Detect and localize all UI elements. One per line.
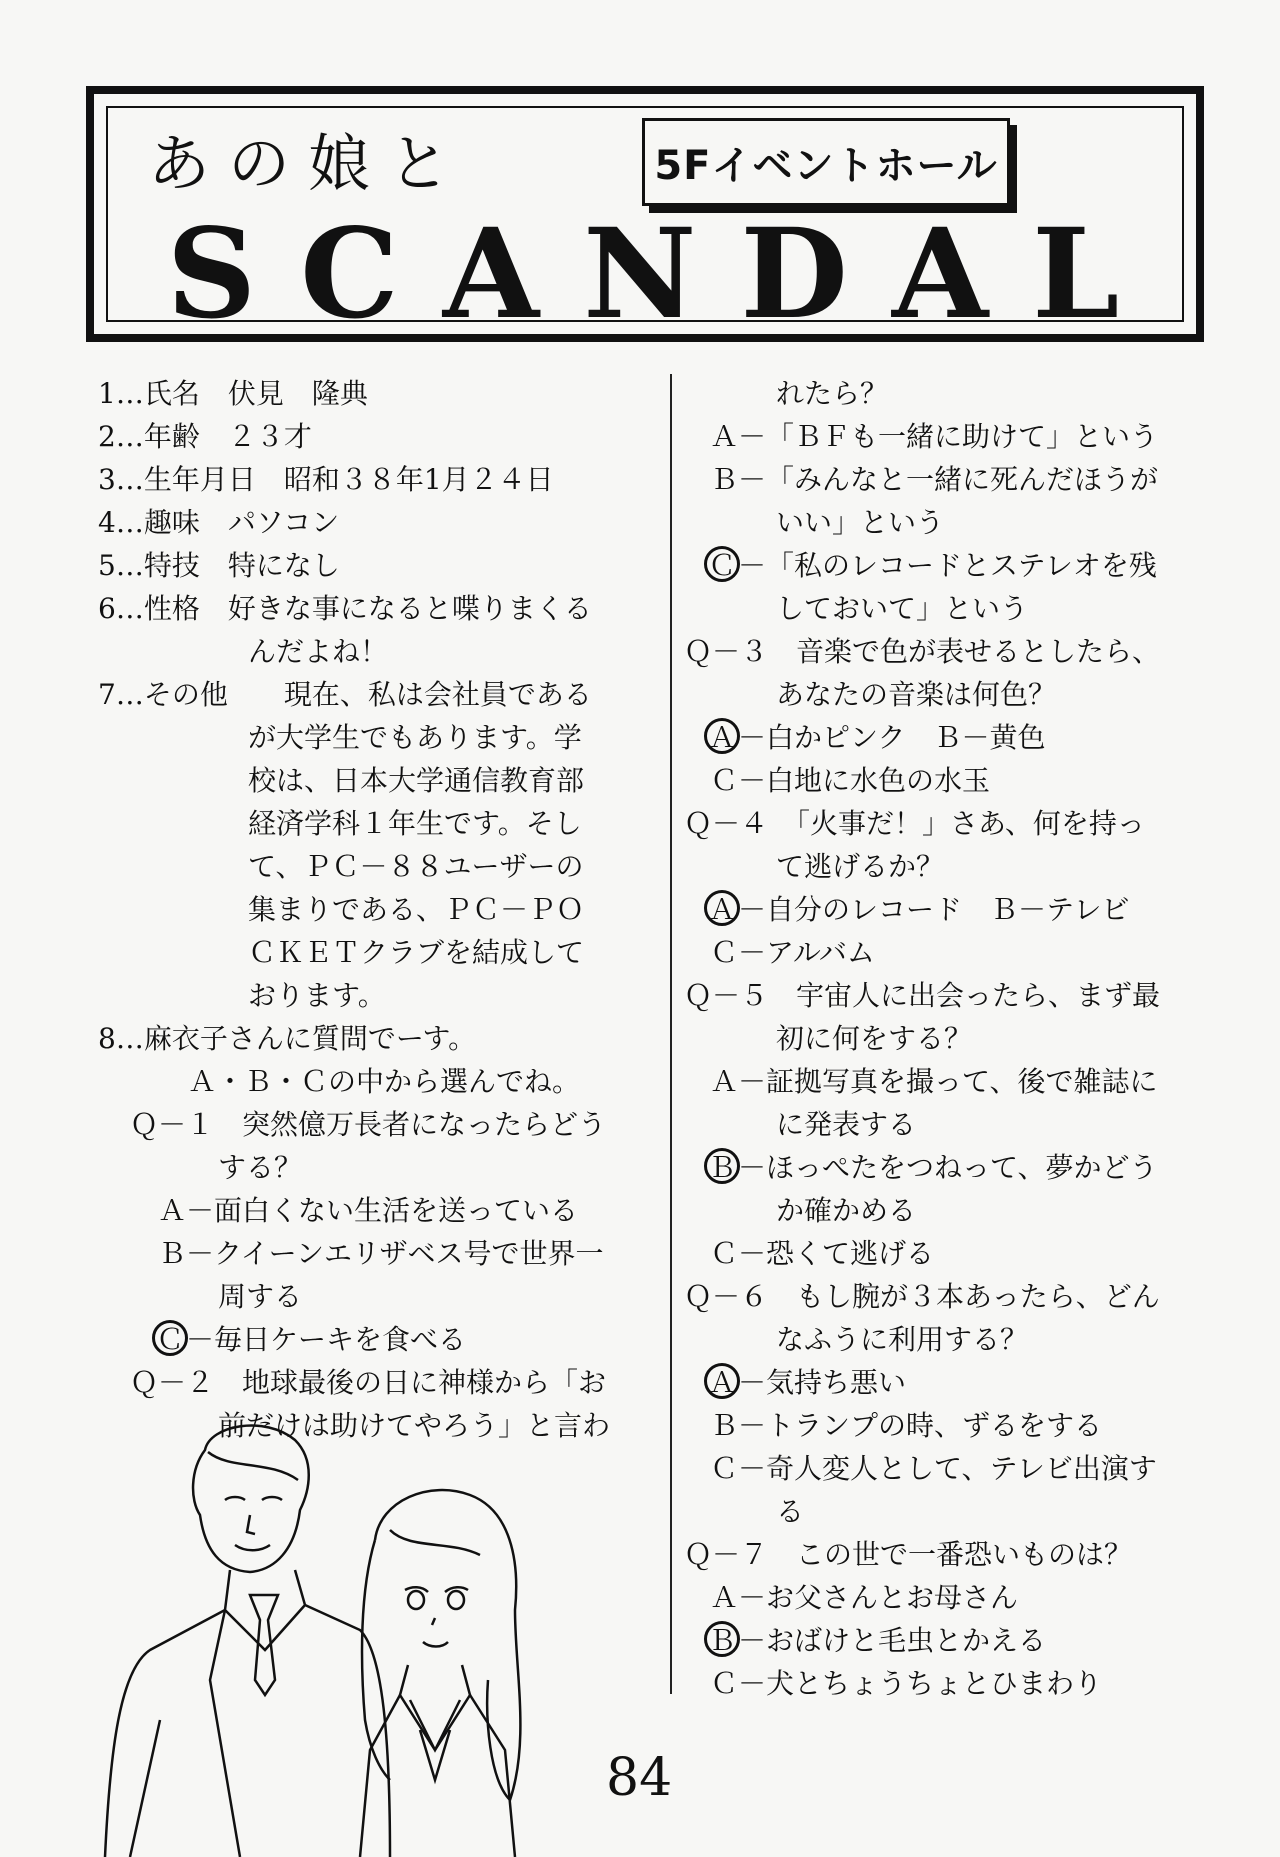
q1-answer-b-cont: 周する bbox=[218, 1280, 303, 1313]
man-figure bbox=[105, 1426, 390, 1857]
question-instructions: Ａ・Ｂ・Ｃの中から選んでね。 bbox=[188, 1065, 581, 1098]
q2-question-cont2: れたら？ bbox=[776, 377, 889, 410]
venue-tag: 5Fイベントホール bbox=[642, 118, 1010, 206]
selected-answer-mark: Ｂ bbox=[704, 1148, 740, 1184]
q6-answer-c-cont: る bbox=[776, 1495, 805, 1528]
q6-answer-b: Ｂ－トランプの時、ずるをする bbox=[710, 1409, 1103, 1442]
other-line: 校は、日本大学通信教育部 bbox=[248, 764, 585, 797]
q1-answer-a: Ａ－面白くない生活を送っている bbox=[158, 1194, 579, 1227]
selected-answer-mark: Ｂ bbox=[704, 1621, 740, 1657]
profile-row-name: 1…氏名 伏見 隆典 bbox=[98, 377, 368, 410]
right-column bbox=[684, 372, 1244, 1705]
q5-answer-c: Ｃ－恐くて逃げる bbox=[710, 1237, 935, 1270]
selected-answer-mark: Ａ bbox=[704, 890, 740, 926]
other-line: が大学生でもあります。学 bbox=[248, 721, 582, 754]
q1-question: Ｑ－１ 突然億万長者になったらどう bbox=[130, 1108, 607, 1141]
selected-answer-mark: Ｃ bbox=[704, 546, 740, 582]
q7-answer-a: Ａ－お父さんとお母さん bbox=[710, 1581, 1019, 1614]
q2-answer-c: Ｃ－「私のレコードとステレオを残 bbox=[684, 544, 1244, 587]
q7-question: Ｑ－７ この世で一番恐いものは？ bbox=[684, 1538, 1133, 1571]
selected-answer-mark: Ｃ bbox=[152, 1320, 188, 1356]
question-intro: 8…麻衣子さんに質問でーす。 bbox=[98, 1022, 477, 1055]
q6-question: Ｑ－６ もし腕が３本あったら、どん bbox=[684, 1280, 1160, 1313]
other-line: 経済学科１年生です。そし bbox=[248, 807, 582, 840]
other-line: て、ＰＣ－８８ユーザーの bbox=[248, 850, 584, 883]
selected-answer-mark: Ａ bbox=[704, 1363, 740, 1399]
q3-answer-c: Ｃ－白地に水色の水玉 bbox=[710, 764, 991, 797]
q5-answer-a: Ａ－証拠写真を撮って、後で雑誌に bbox=[710, 1065, 1158, 1098]
q5-answer-b: Ｂ－ほっぺたをつねって、夢かどう bbox=[684, 1146, 1244, 1189]
q5-question-cont: 初に何をする？ bbox=[776, 1022, 973, 1055]
profile-row-birthday: 3…生年月日 昭和３８年1月２４日 bbox=[98, 463, 554, 496]
title-box-inner bbox=[106, 106, 1184, 347]
page-number: 84 bbox=[606, 1748, 673, 1808]
q1-answer-b: Ｂ－クイーンエリザベス号で世界一 bbox=[158, 1237, 604, 1270]
q2-question-cont: 前だけは助けてやろう」と言わ bbox=[218, 1409, 611, 1442]
left-column bbox=[98, 372, 658, 1447]
q1-answer-c: Ｃ－毎日ケーキを食べる bbox=[98, 1318, 658, 1361]
profile-row-personality-cont: んだよね！ bbox=[248, 635, 389, 668]
other-line: ＣＫＥＴクラブを結成して bbox=[248, 936, 585, 969]
q6-answer-c: Ｃ－奇人変人として、テレビ出演す bbox=[710, 1452, 1157, 1485]
q2-answer-a: Ａ－「ＢＦも一緒に助けて」という bbox=[710, 420, 1159, 453]
q1-question-cont: する？ bbox=[218, 1151, 303, 1184]
q2-answer-b: Ｂ－「みんなと一緒に死んだほうが bbox=[710, 463, 1159, 496]
q3-question-cont: あなたの音楽は何色？ bbox=[776, 678, 1057, 711]
q4-question: Ｑ－４ 「火事だ！」さあ、何を持っ bbox=[684, 807, 1145, 840]
q6-answer-a: Ａ－気持ち悪い bbox=[684, 1361, 1244, 1404]
q3-question: Ｑ－３ 音楽で色が表せるとしたら、 bbox=[684, 635, 1161, 668]
profile-row-personality: 6…性格 好きな事になると喋りまくる bbox=[98, 592, 592, 625]
title-box bbox=[86, 86, 1204, 347]
subtitle: あの娘と bbox=[148, 127, 469, 200]
q2-question: Ｑ－２ 地球最後の日に神様から「お bbox=[130, 1366, 607, 1399]
q4-question-cont: て逃げるか？ bbox=[776, 850, 945, 883]
q2-answer-b-cont: いい」という bbox=[776, 506, 945, 539]
q7-answer-c: Ｃ－犬とちょうちょとひまわり bbox=[710, 1667, 1103, 1700]
profile-row-other: 7…その他 現在、私は会社員である bbox=[98, 678, 592, 711]
q5-answer-b-cont: か確かめる bbox=[776, 1194, 917, 1227]
q7-answer-b: Ｂ－おばけと毛虫とかえる bbox=[684, 1619, 1244, 1662]
q5-answer-a-cont: に発表する bbox=[776, 1108, 917, 1141]
other-line: おります。 bbox=[248, 979, 386, 1012]
q2-answer-c-cont: しておいて」という bbox=[776, 592, 1029, 625]
q5-question: Ｑ－５ 宇宙人に出会ったら、まず最 bbox=[684, 979, 1161, 1012]
profile-row-skill: 5…特技 特になし bbox=[98, 549, 340, 582]
q4-answer-ab: Ａ－自分のレコード Ｂ－テレビ bbox=[684, 888, 1244, 931]
other-line: 集まりである、ＰＣ－ＰＯ bbox=[248, 893, 585, 926]
column-divider bbox=[670, 374, 672, 1694]
profile-row-hobby: 4…趣味 パソコン bbox=[98, 506, 340, 539]
q3-answer-ab: Ａ－白かピンク Ｂ－黄色 bbox=[684, 716, 1244, 759]
q4-answer-c: Ｃ－アルバム bbox=[710, 936, 875, 969]
page-title: SCANDAL bbox=[166, 202, 1164, 347]
profile-row-age: 2…年齢 ２３才 bbox=[98, 420, 312, 453]
selected-answer-mark: Ａ bbox=[704, 718, 740, 754]
couple-illustration bbox=[90, 1420, 630, 1857]
woman-figure bbox=[360, 1490, 520, 1857]
q6-question-cont: なふうに利用する？ bbox=[776, 1323, 1029, 1356]
